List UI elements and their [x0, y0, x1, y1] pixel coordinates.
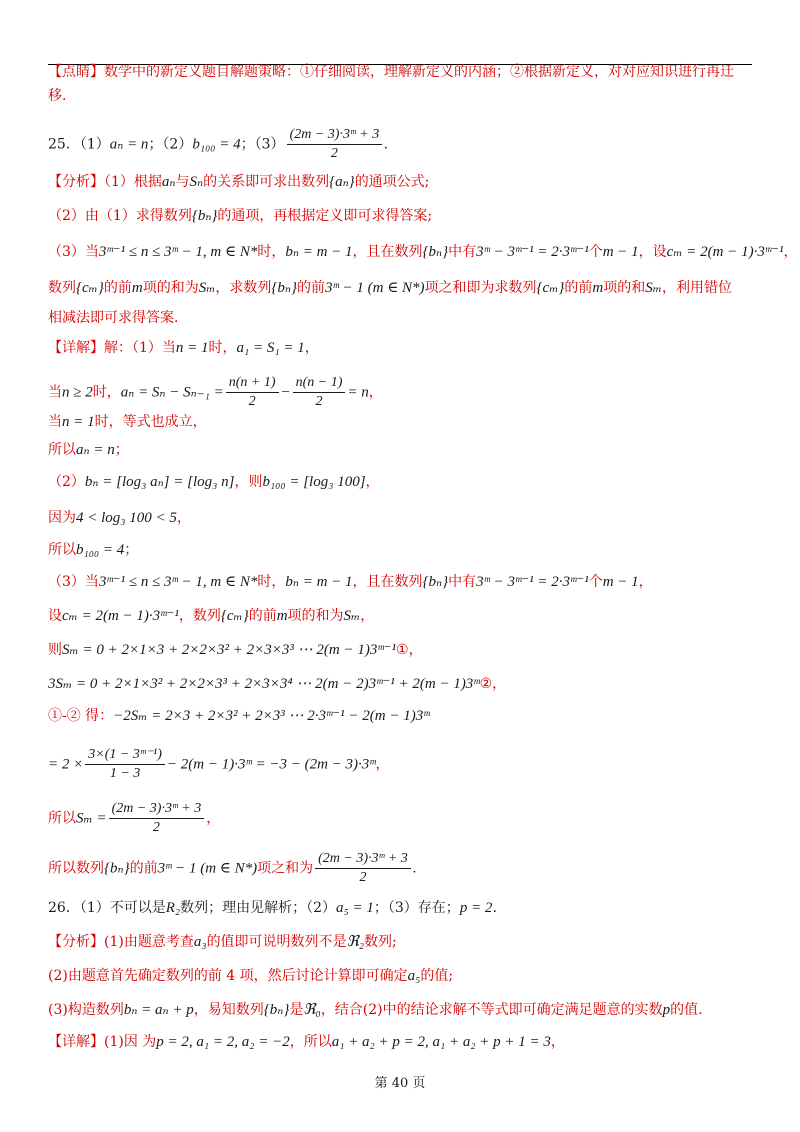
math-expression: aₙ = n [109, 136, 149, 153]
text-line [48, 440, 754, 460]
math-expression: {bₙ} [271, 280, 297, 296]
text-span: 时， [257, 244, 286, 260]
fraction-denominator: 2 [315, 394, 323, 409]
text-span: （2）由（1）求得数列 [48, 208, 192, 224]
text-span: ； [114, 442, 129, 458]
math-expression: b₁₀₀ = 4 [192, 136, 241, 153]
fraction-denominator: 2 [359, 870, 367, 885]
text-span: 的关系即可求出数列 [203, 174, 330, 190]
text-span: ，设 [638, 244, 667, 260]
math-expression: Sₘ = [76, 810, 107, 827]
text-span: 中有 [448, 574, 477, 590]
text-line [48, 412, 754, 432]
text-line [48, 640, 754, 660]
text-span: 项之和为 [257, 860, 314, 877]
text-span: ， [368, 384, 383, 401]
text-span: (3)构造数列 [48, 1002, 124, 1018]
text-span: 时， [92, 384, 121, 401]
text-span: 项之和即为求数列 [424, 280, 537, 296]
text-span: 25．（1） [48, 136, 110, 153]
text-span: ，数列 [178, 608, 221, 624]
math-expression: Sₘ [198, 280, 216, 296]
fraction [226, 374, 279, 411]
text-span: ， [783, 244, 798, 260]
text-span: 的前 [564, 280, 593, 296]
math-expression: bₙ = m − 1 [285, 244, 353, 260]
math-expression: p = 2 [459, 900, 493, 916]
text-line [48, 966, 754, 986]
math-expression: cₘ = 2(m − 1)·3ᵐ⁻¹ [666, 244, 784, 260]
math-expression: 3Sₘ = 0 + 2×1×3² + 2×2×3³ + 2×3×3⁴ ⋯ 2(m − 2)3ᵐ⁻¹ + 2(m − 1)3ᵐ [48, 676, 480, 692]
math-expression: a₁ + a₂ + p = 2, a₁ + a₂ + p + 1 = 3 [331, 1034, 551, 1050]
math-expression: cₘ = 2(m − 1)·3ᵐ⁻¹ [62, 608, 179, 624]
math-expression: {bₙ} [422, 244, 449, 260]
math-expression: n = 1 [62, 414, 95, 430]
text-span: 是 [289, 1002, 304, 1018]
text-span: 项的和 [603, 280, 646, 296]
math-expression: n ≥ 2 [62, 384, 93, 401]
math-expression: {cₘ} [220, 608, 249, 624]
math-expression: 4 < log₃ 100 < 5 [76, 510, 177, 526]
text-span: ，所以 [289, 1034, 332, 1050]
text-line [48, 746, 754, 783]
math-expression: a₁ = S₁ = 1 [236, 340, 305, 356]
text-span: 时，等式也成立， [94, 414, 207, 430]
text-span: 的值. [670, 1002, 703, 1018]
fraction-denominator: 2 [152, 820, 160, 835]
text-span: 时， [257, 574, 286, 590]
text-span: (2)由题意首先确定数列的前 4 项，然后讨论计算即可确定 [48, 968, 408, 984]
text-line [48, 606, 754, 626]
math-expression: 3ᵐ − 3ᵐ⁻¹ = 2·3ᵐ⁻¹ [476, 244, 589, 260]
math-expression: Sₘ [645, 280, 662, 296]
text-span: 的通项公式; [354, 174, 430, 190]
text-span: 移. [48, 88, 67, 104]
math-expression: aₙ = n [76, 442, 115, 458]
text-span: 的值即可说明数列不是 [206, 934, 347, 950]
text-span: 相减法即可求得答案. [48, 310, 179, 326]
text-span: (1)因 为 [104, 1034, 157, 1050]
text-span: （1）根据 [104, 174, 162, 190]
math-expression: p [662, 1002, 671, 1018]
text-span: ② [479, 676, 493, 692]
math-expression: aₙ = Sₙ − Sₙ₋₁ = [120, 384, 224, 401]
text-line [48, 1032, 754, 1052]
text-span: (1)由题意考查 [104, 934, 194, 950]
fraction [293, 374, 346, 411]
math-expression: aₙ [161, 174, 176, 190]
text-line [48, 850, 754, 887]
fraction-numerator: 3×(1 − 3ᵐ⁻¹) [85, 746, 165, 765]
math-expression: . [384, 136, 388, 153]
math-expression: 3ᵐ⁻¹ ≤ n ≤ 3ᵐ − 1, m ∈ N* [98, 574, 258, 590]
text-span: （3）当 [48, 574, 99, 590]
math-expression: {cₘ} [536, 280, 565, 296]
text-span: 项的和为 [287, 608, 344, 624]
text-span: 中有 [448, 244, 477, 260]
text-span: 【详解】 [48, 340, 104, 356]
text-span: 数列; [364, 934, 397, 950]
text-span: ；（3）存在； [373, 900, 460, 916]
text-span: 的前 [296, 280, 325, 296]
math-expression: bₙ = [log₃ aₙ] = [log₃ n] [84, 474, 235, 490]
fraction [85, 746, 165, 783]
text-span: ，易知数列 [193, 1002, 264, 1018]
text-span: 的值; [420, 968, 454, 984]
page-footer: 第 40 页 [374, 1076, 426, 1091]
text-span: 所以 [48, 542, 76, 558]
math-expression: bₙ = m − 1 [285, 574, 353, 590]
text-span: 的前 [248, 608, 277, 624]
math-expression: {bₙ} [191, 208, 218, 224]
text-span: 个 [588, 244, 603, 260]
math-expression: −2Sₘ = 2×3 + 2×3² + 2×3³ ⋯ 2·3ᵐ⁻¹ − 2(m − 1)3ᵐ [113, 708, 430, 724]
text-span: 项的和为 [142, 280, 199, 296]
text-line [48, 1000, 754, 1020]
fraction-numerator: n(n + 1) [226, 374, 279, 393]
text-span: 【详解】 [48, 1034, 104, 1050]
text-line [48, 126, 754, 163]
text-span: ，利用错位 [661, 280, 732, 296]
math-expression: a₅ = 1 [336, 900, 374, 916]
math-expression: m − 1 [602, 574, 639, 590]
math-expression: bₙ = aₙ + p [123, 1002, 194, 1018]
math-expression: . [412, 860, 417, 877]
text-span: 所以 [48, 810, 76, 827]
fraction [109, 800, 205, 837]
text-line [48, 206, 754, 226]
math-expression: 3ᵐ − 1 (m ∈ N*) [324, 280, 425, 296]
text-line [48, 540, 754, 560]
text-span: 与 [175, 174, 190, 190]
text-span: 【点睛】数学中的新定义题目解题策略：①仔细阅读，理解新定义的内涵；②根据新定义，对对应知识进行再迁 [48, 64, 734, 80]
text-span: ，求数列 [215, 280, 272, 296]
math-expression: = 2 × [48, 756, 84, 773]
text-span: 数列；理由见解析；（2） [180, 900, 337, 916]
text-span: 当 [48, 414, 62, 430]
fraction-numerator: (2m − 3)·3ᵐ + 3 [315, 850, 411, 869]
text-span: 的前 [103, 280, 132, 296]
math-expression: b₁₀₀ = 4 [76, 542, 125, 558]
text-line [48, 898, 754, 918]
text-span: 当 [48, 384, 62, 401]
math-expression: Sₙ [189, 174, 204, 190]
math-expression: 3ᵐ − 3ᵐ⁻¹ = 2·3ᵐ⁻¹ [476, 574, 589, 590]
text-line [48, 172, 754, 192]
text-span: ，则 [234, 474, 263, 490]
text-span: 个 [588, 574, 603, 590]
text-span: 设 [48, 608, 62, 624]
text-span: ①-② 得： [48, 708, 114, 724]
text-span: 【分析】 [48, 174, 104, 190]
math-expression: a₅ [407, 968, 421, 984]
text-span: ， [365, 474, 380, 490]
fraction-denominator: 2 [248, 394, 256, 409]
text-line [48, 472, 754, 492]
fraction [315, 850, 411, 887]
fraction-denominator: 1 − 3 [109, 766, 141, 781]
text-span: 解：（1）当 [104, 340, 176, 356]
text-span: ， [206, 810, 221, 827]
text-span: 所以 [48, 442, 76, 458]
math-expression: ℜ₂ [346, 934, 364, 950]
text-span: ，且在数列 [352, 244, 423, 260]
text-span: ；（2） [148, 136, 193, 153]
text-line [48, 338, 754, 358]
text-line [48, 572, 754, 592]
text-span: ， [550, 1034, 565, 1050]
math-expression: R₂ [165, 900, 181, 916]
text-span: 所以数列 [48, 860, 104, 877]
math-expression: = n [347, 384, 369, 401]
text-line [48, 706, 754, 726]
text-line [48, 374, 754, 411]
text-span: （3）当 [48, 244, 99, 260]
text-span: ， [304, 340, 319, 356]
text-span: . [492, 900, 497, 916]
fraction-denominator: 2 [330, 146, 338, 161]
text-span: 因为 [48, 510, 76, 526]
text-span: ① [396, 642, 409, 658]
math-expression: a₃ [193, 934, 207, 950]
math-expression: 3ᵐ − 1 (m ∈ N*) [157, 860, 258, 877]
text-span: ，结合(2)中的结论求解不等式即可确定满足题意的实数 [320, 1002, 663, 1018]
fraction-numerator: (2m − 3)·3ᵐ + 3 [287, 126, 383, 145]
text-span: 【分析】 [48, 934, 104, 950]
math-expression: Sₘ [343, 608, 361, 624]
fraction [287, 126, 383, 163]
math-expression: p = 2, a₁ = 2, a₂ = −2 [156, 1034, 290, 1050]
math-expression: {cₘ} [76, 280, 104, 296]
fraction-numerator: (2m − 3)·3ᵐ + 3 [109, 800, 205, 819]
text-span: ， [408, 642, 423, 658]
text-span: ； [124, 542, 139, 558]
math-expression: {aₙ} [329, 174, 355, 190]
text-line [48, 800, 754, 837]
text-span: 则 [48, 642, 62, 658]
text-line [48, 242, 798, 262]
text-span: ， [375, 756, 390, 773]
math-expression: − [280, 384, 291, 401]
text-line [48, 62, 754, 82]
text-span: 时， [208, 340, 237, 356]
math-expression: b₁₀₀ = [log₃ 100] [262, 474, 366, 490]
math-expression: {bₙ} [104, 860, 130, 877]
text-span: （2） [48, 474, 85, 490]
math-expression: n = 1 [175, 340, 209, 356]
math-expression: {bₙ} [422, 574, 449, 590]
text-line [48, 932, 754, 952]
text-line [48, 308, 754, 328]
text-line [48, 86, 754, 106]
text-span: ，且在数列 [352, 574, 423, 590]
text-line [48, 278, 754, 298]
text-span: 的前 [129, 860, 158, 877]
math-expression: − 2(m − 1)·3ᵐ = −3 − (2m − 3)·3ᵐ [166, 756, 376, 773]
fraction-numerator: n(n − 1) [293, 374, 346, 393]
math-expression: Sₘ = 0 + 2×1×3 + 2×2×3² + 2×3×3³ ⋯ 2(m − 1)3ᵐ⁻¹ [62, 642, 397, 658]
text-line [48, 674, 754, 694]
math-expression: m − 1 [602, 244, 639, 260]
text-line [48, 508, 754, 528]
text-span: ， [176, 510, 191, 526]
text-span: 的通项，再根据定义即可求得答案; [217, 208, 433, 224]
text-span: ， [638, 574, 653, 590]
text-span: ；（3） [240, 136, 285, 153]
math-expression: m [276, 608, 288, 624]
math-expression: m [131, 280, 143, 296]
text-span: ， [492, 676, 507, 692]
math-expression: {bₙ} [263, 1002, 290, 1018]
text-span: 26．（1）不可以是 [48, 900, 166, 916]
math-expression: 3ᵐ⁻¹ ≤ n ≤ 3ᵐ − 1, m ∈ N* [98, 244, 258, 260]
math-expression: ℜ₀ [303, 1002, 321, 1018]
math-expression: m [592, 280, 604, 296]
text-span: ， [360, 608, 375, 624]
text-span: 数列 [48, 280, 76, 296]
